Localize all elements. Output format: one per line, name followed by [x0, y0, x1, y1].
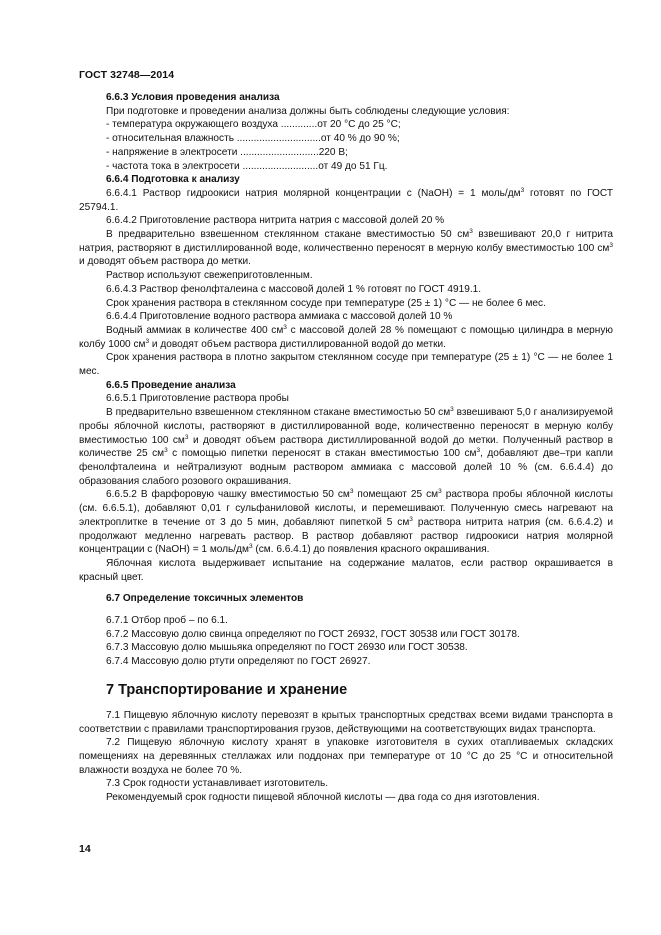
- condition-row: [79, 118, 613, 132]
- paragraph: 6.7.4 Массовую долю ртути определяют по ГОСТ 26927.: [106, 656, 371, 668]
- condition-row: [79, 146, 613, 160]
- condition-label: - относительная влажность ..............................: [106, 133, 321, 145]
- paragraph: 6.6.4.2 Приготовление раствора нитрита натрия с массовой долей 20 %: [106, 215, 445, 227]
- condition-row: [79, 132, 613, 146]
- paragraph: В предварительно взвешенном стеклянном стакане вместимостью 50 $см^3$ взвешивают 5,0 г анализируемой пробы яблочной кислоты, растворяют в дистиллированной воде, количественно переносят в мерную колбу вместимостью 100 $см^3$ и доводят объем раствора дистиллированной водой до метки. Полученный раствор в количестве 25 $см^3$ с помощью пипетки переносят в стакан вместимостью 100 $см^3$, добавляют две–три капли фенолфталеина и нейтрализуют водным раствором аммиака с массовой долей 10 % (см. 6.6.4.4) до образования слабого розового окрашивания.: [79, 406, 613, 487]
- paragraph: Срок хранения раствора в плотно закрытом стеклянном сосуде при температуре (25 ± 1) °C — не более 1 мес.: [79, 352, 613, 378]
- condition-label: - напряжение в электросети ............................: [106, 146, 319, 158]
- paragraph: 6.6.4.3 Раствор фенолфталеина с массовой долей 1 % готовят по ГОСТ 4919.1.: [106, 283, 482, 295]
- paragraph: 7.1 Пищевую яблочную кислоту перевозят в крытых транспортных средствах всеми видами транспорта в соответствии с правилами транспортирования грузов, действующими на соответствующих видах транспорта.: [79, 709, 613, 735]
- page-body: [79, 91, 613, 805]
- section-heading-6-6-5: 6.6.5 Проведение анализа: [106, 379, 236, 391]
- paragraph: В предварительно взвешенном стеклянном стакане вместимостью 50 $см^3$ взвешивают 20,0 г нитрита натрия, растворяют в дистиллированной воде, количественно переносят в мерную колбу вместимостью 100 $см^3$ и доводят объем раствора до метки.: [79, 228, 613, 268]
- paragraph: 6.6.4.1 Раствор гидроокиси натрия молярной концентрации c (NaOH) = 1 моль/$дм^3$ готовят по ГОСТ 25794.1.: [79, 186, 613, 213]
- paragraph: 6.7.3 Массовую долю мышьяка определяют по ГОСТ 26930 или ГОСТ 30538.: [106, 642, 468, 654]
- document-header: ГОСТ 32748—2014: [79, 69, 175, 81]
- section-heading-6-7: 6.7 Определение токсичных элементов: [106, 593, 304, 605]
- paragraph: 6.6.4.4 Приготовление водного раствора аммиака с массовой долей 10 %: [106, 311, 453, 323]
- paragraph: 6.6.5.1 Приготовление раствора пробы: [106, 393, 289, 405]
- condition-row: [79, 160, 613, 174]
- condition-label: - частота тока в электросети ...........................: [106, 160, 319, 172]
- condition-value: от 49 до 51 Гц.: [318, 160, 388, 172]
- section-heading-6-6-4: 6.6.4 Подготовка к анализу: [106, 174, 240, 186]
- condition-value: от 40 % до 90 %;: [320, 133, 400, 145]
- section-heading-6-6-3: 6.6.3 Условия проведения анализа: [106, 92, 280, 103]
- condition-value: от 20 °C до 25 °C;: [317, 119, 401, 131]
- paragraph: Яблочная кислота выдерживает испытание на содержание малатов, если раствор окрашивается в красный цвет.: [79, 557, 613, 583]
- section-heading-7: 7 Транспортирование и хранение: [106, 681, 348, 698]
- paragraph: 7.3 Срок годности устанавливает изготовитель.: [106, 778, 329, 790]
- paragraph: 7.2 Пищевую яблочную кислоту хранят в упаковке изготовителя в сухих отапливаемых складских помещениях на деревянных стеллажах или поддонах при температуре от 10 °C до 25 °C и относительной влажности воздуха не более 70 %.: [79, 737, 613, 776]
- paragraph: Срок хранения раствора в стеклянном сосуде при температуре (25 ± 1) °C — не более 6 мес.: [106, 297, 546, 309]
- paragraph: 6.7.1 Отбор проб – по 6.1.: [106, 615, 228, 627]
- condition-value: 220 В;: [318, 146, 348, 158]
- condition-label: - температура окружающего воздуха .............: [106, 119, 318, 131]
- paragraph: 6.7.2 Массовую долю свинца определяют по ГОСТ 26932, ГОСТ 30538 или ГОСТ 30178.: [106, 628, 520, 640]
- paragraph: Рекомендуемый срок годности пищевой яблочной кислоты — два года со дня изготовления.: [106, 792, 540, 804]
- paragraph: 6.6.5.2 В фарфоровую чашку вместимостью 50 $см^3$ помещают 25 $см^3$ раствора пробы яблочной кислоты (см. 6.6.5.1), добавляют 0,01 г сульфаниловой кислоты, и перемешивают. Полученную смесь нагревают на электроплитке в течение от 3 до 5 мин, добавляют пипеткой 5 $см^3$ раствора нитрита натрия (см. 6.6.4.2) и продолжают медленно нагревать раствор. В раствор добавляют раствор гидроокиси натрия молярной концентрации c (NaOH) = 1 моль/$дм^3$ (см. 6.6.4.1) до появления красного окрашивания.: [79, 488, 613, 556]
- page-number: 14: [79, 843, 91, 855]
- paragraph: При подготовке и проведении анализа должны быть соблюдены следующие условия:: [106, 105, 510, 117]
- paragraph: Водный аммиак в количестве 400 $см^3$ с массовой долей 28 % помещают с помощью цилиндра в мерную колбу 1000 $см^3$ и доводят объем раствора дистиллированной водой до метки.: [79, 323, 613, 350]
- paragraph: Раствор используют свежеприготовленным.: [106, 270, 313, 282]
